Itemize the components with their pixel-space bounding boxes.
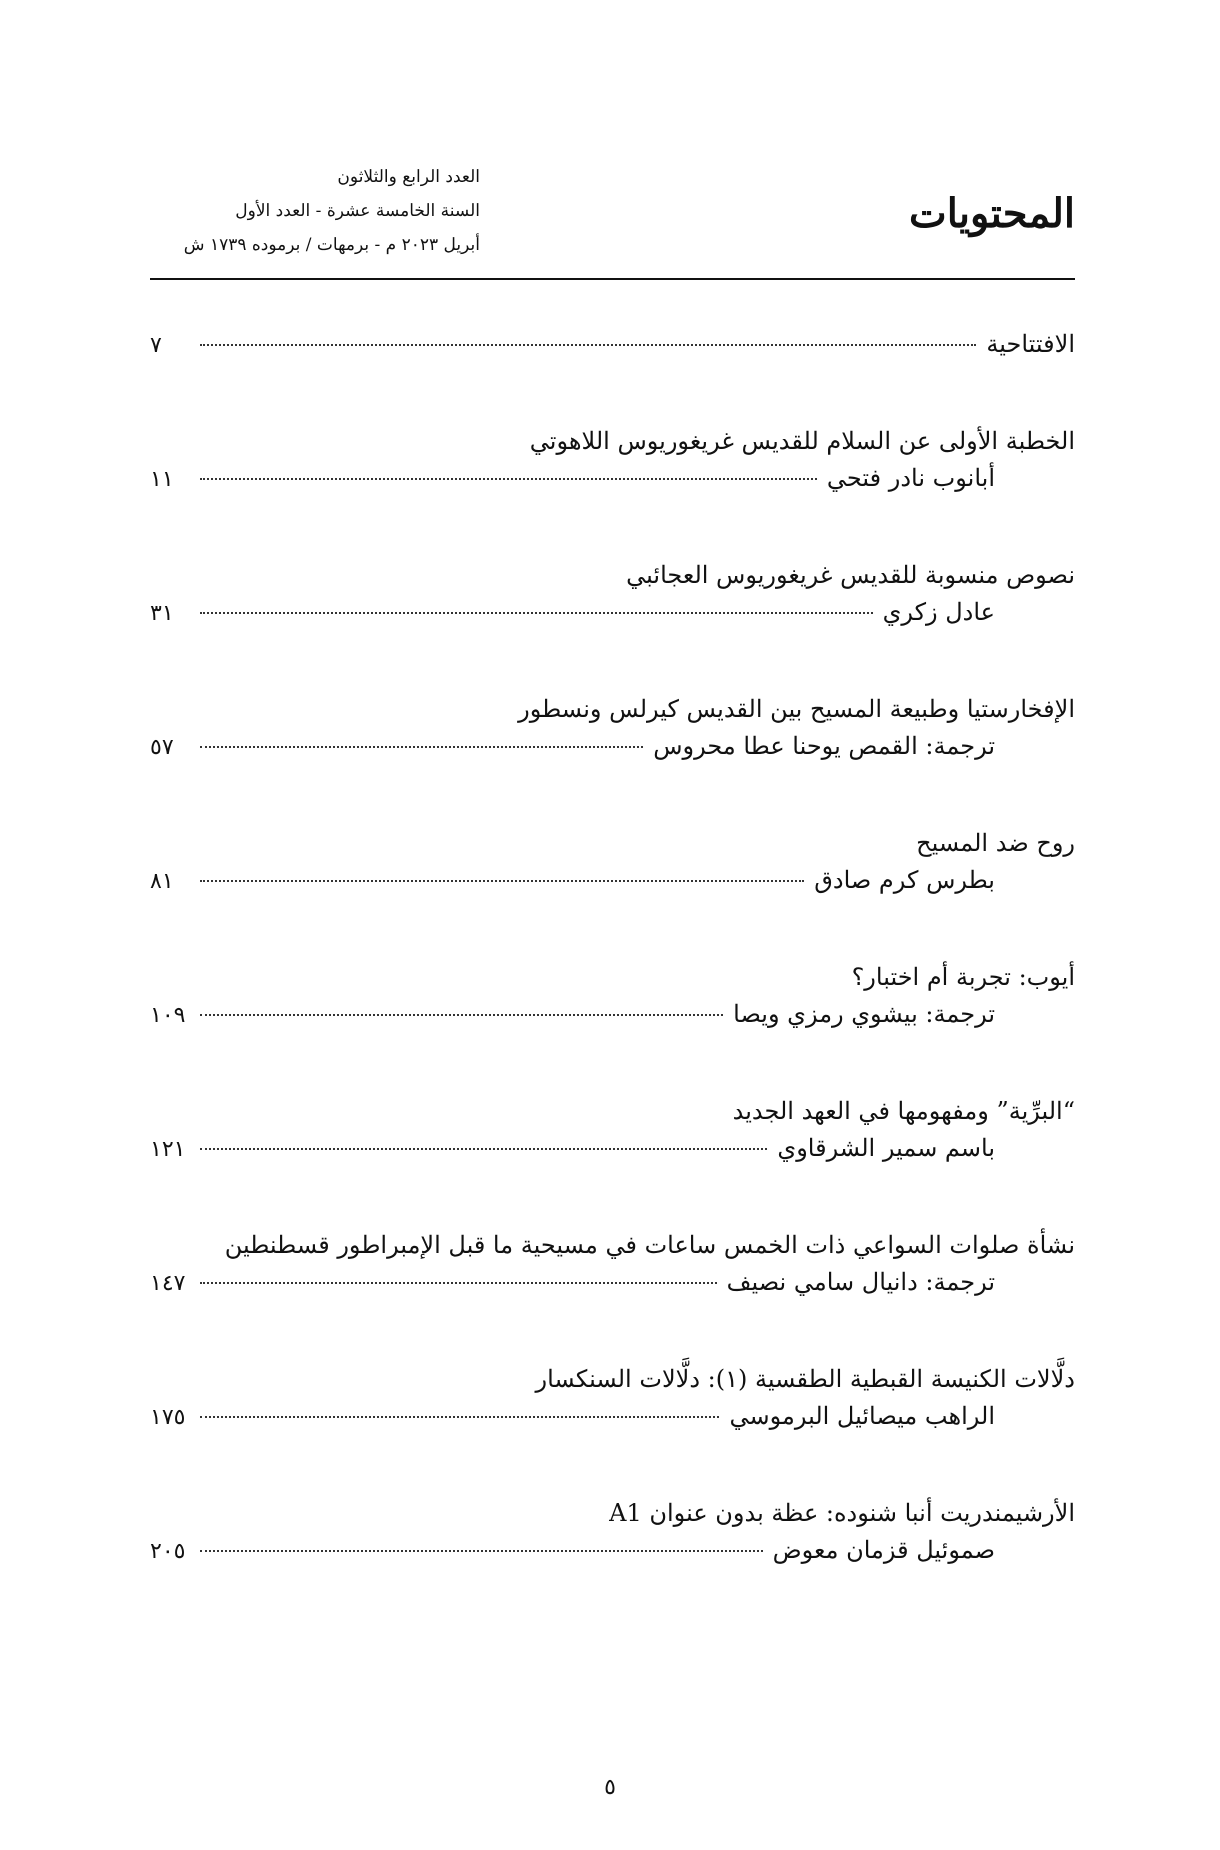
- toc-entry[interactable]: [150, 1222, 1075, 1318]
- toc-row: [150, 598, 1075, 648]
- toc-entry-title: دلَّالات الكنيسة القبطية الطقسية (١): دلَّالات السنكسار: [535, 1365, 1075, 1393]
- toc-row: [150, 330, 1075, 380]
- issue-info: [150, 160, 480, 262]
- toc-row: [150, 732, 1075, 782]
- footer-page-number: ٥: [604, 1775, 616, 1800]
- toc-page-number: ٨١: [150, 869, 174, 894]
- toc-entry-author: ترجمة: بيشوي رمزي ويصا: [733, 1000, 995, 1028]
- toc-entry-author: أبانوب نادر فتحي: [826, 464, 995, 492]
- toc-page-number: ١٠٩: [150, 1003, 186, 1028]
- toc-entry[interactable]: [150, 1490, 1075, 1586]
- toc-row: [150, 1268, 1075, 1318]
- toc-entry[interactable]: [150, 330, 1075, 380]
- toc-row: [150, 1402, 1075, 1452]
- toc-entry-title: الخطبة الأولى عن السلام للقديس غريغوريوس اللاهوتي: [529, 427, 1075, 455]
- toc-entry-title: نشأة صلوات السواعي ذات الخمس ساعات في مسيحية ما قبل الإمبراطور قسطنطين: [224, 1231, 1075, 1259]
- header-divider: [150, 278, 1075, 280]
- toc-page-number: ١٧٥: [150, 1405, 186, 1430]
- toc-entry-author: باسم سمير الشرقاوي: [777, 1134, 995, 1162]
- toc-entry-author: ترجمة: دانيال سامي نصيف: [726, 1268, 995, 1296]
- dot-leader: [200, 344, 976, 346]
- toc-entry-title: روح ضد المسيح: [916, 829, 1075, 857]
- toc-row: [150, 1536, 1075, 1586]
- toc-entry-title: نصوص منسوبة للقديس غريغوريوس العجائبي: [626, 561, 1075, 589]
- toc-page-number: ٣١: [150, 601, 174, 626]
- issue-year: السنة الخامسة عشرة - العدد الأول: [235, 201, 480, 221]
- issue-number: العدد الرابع والثلاثون: [337, 167, 480, 187]
- page-title: المحتويات: [909, 190, 1075, 237]
- toc-entry[interactable]: [150, 954, 1075, 1050]
- dot-leader: [200, 880, 804, 882]
- toc-entry-title: الإفخارستيا وطبيعة المسيح بين القديس كيرلس ونسطور: [518, 695, 1075, 723]
- dot-leader: [200, 1282, 717, 1284]
- toc-entry-author: بطرس كرم صادق: [814, 866, 995, 894]
- toc-page-number: ٢٠٥: [150, 1539, 186, 1564]
- toc-entry[interactable]: [150, 418, 1075, 514]
- toc-row: [150, 1000, 1075, 1050]
- toc-entry-title: أيوب: تجربة أم اختبار؟: [851, 963, 1075, 991]
- toc-page-number: ١٢١: [150, 1137, 186, 1162]
- toc-entry-title: الأرشيمندريت أنبا شنوده: عظة بدون عنوان A1: [609, 1499, 1075, 1527]
- toc-entry[interactable]: [150, 820, 1075, 916]
- toc-page-number: ١٤٧: [150, 1271, 186, 1296]
- toc-row: [150, 866, 1075, 916]
- toc-entry-author: عادل زكري: [882, 598, 995, 626]
- table-of-contents: [150, 330, 1075, 1624]
- dot-leader: [200, 1148, 767, 1150]
- toc-entry[interactable]: [150, 686, 1075, 782]
- dot-leader: [200, 1014, 723, 1016]
- toc-page-number: ١١: [150, 467, 174, 492]
- toc-entry[interactable]: [150, 1356, 1075, 1452]
- toc-row: [150, 464, 1075, 514]
- toc-entry[interactable]: [150, 1088, 1075, 1184]
- toc-row: [150, 1134, 1075, 1184]
- dot-leader: [200, 478, 817, 480]
- toc-entry-author: صموئيل قزمان معوض: [772, 1536, 995, 1564]
- dot-leader: [200, 612, 873, 614]
- toc-entry-title: الافتتاحية: [986, 330, 1075, 358]
- toc-page-number: ٥٧: [150, 735, 174, 760]
- dot-leader: [200, 1416, 719, 1418]
- toc-entry-title: “البرِّية” ومفهومها في العهد الجديد: [732, 1097, 1075, 1125]
- toc-entry[interactable]: [150, 552, 1075, 648]
- issue-date: أبريل ٢٠٢٣ م - برمهات / برموده ١٧٣٩ ش: [183, 235, 480, 255]
- toc-page-number: ٧: [150, 333, 162, 358]
- toc-entry-author: ترجمة: القمص يوحنا عطا محروس: [653, 732, 995, 760]
- dot-leader: [200, 1550, 763, 1552]
- dot-leader: [200, 746, 643, 748]
- toc-entry-author: الراهب ميصائيل البرموسي: [729, 1402, 995, 1430]
